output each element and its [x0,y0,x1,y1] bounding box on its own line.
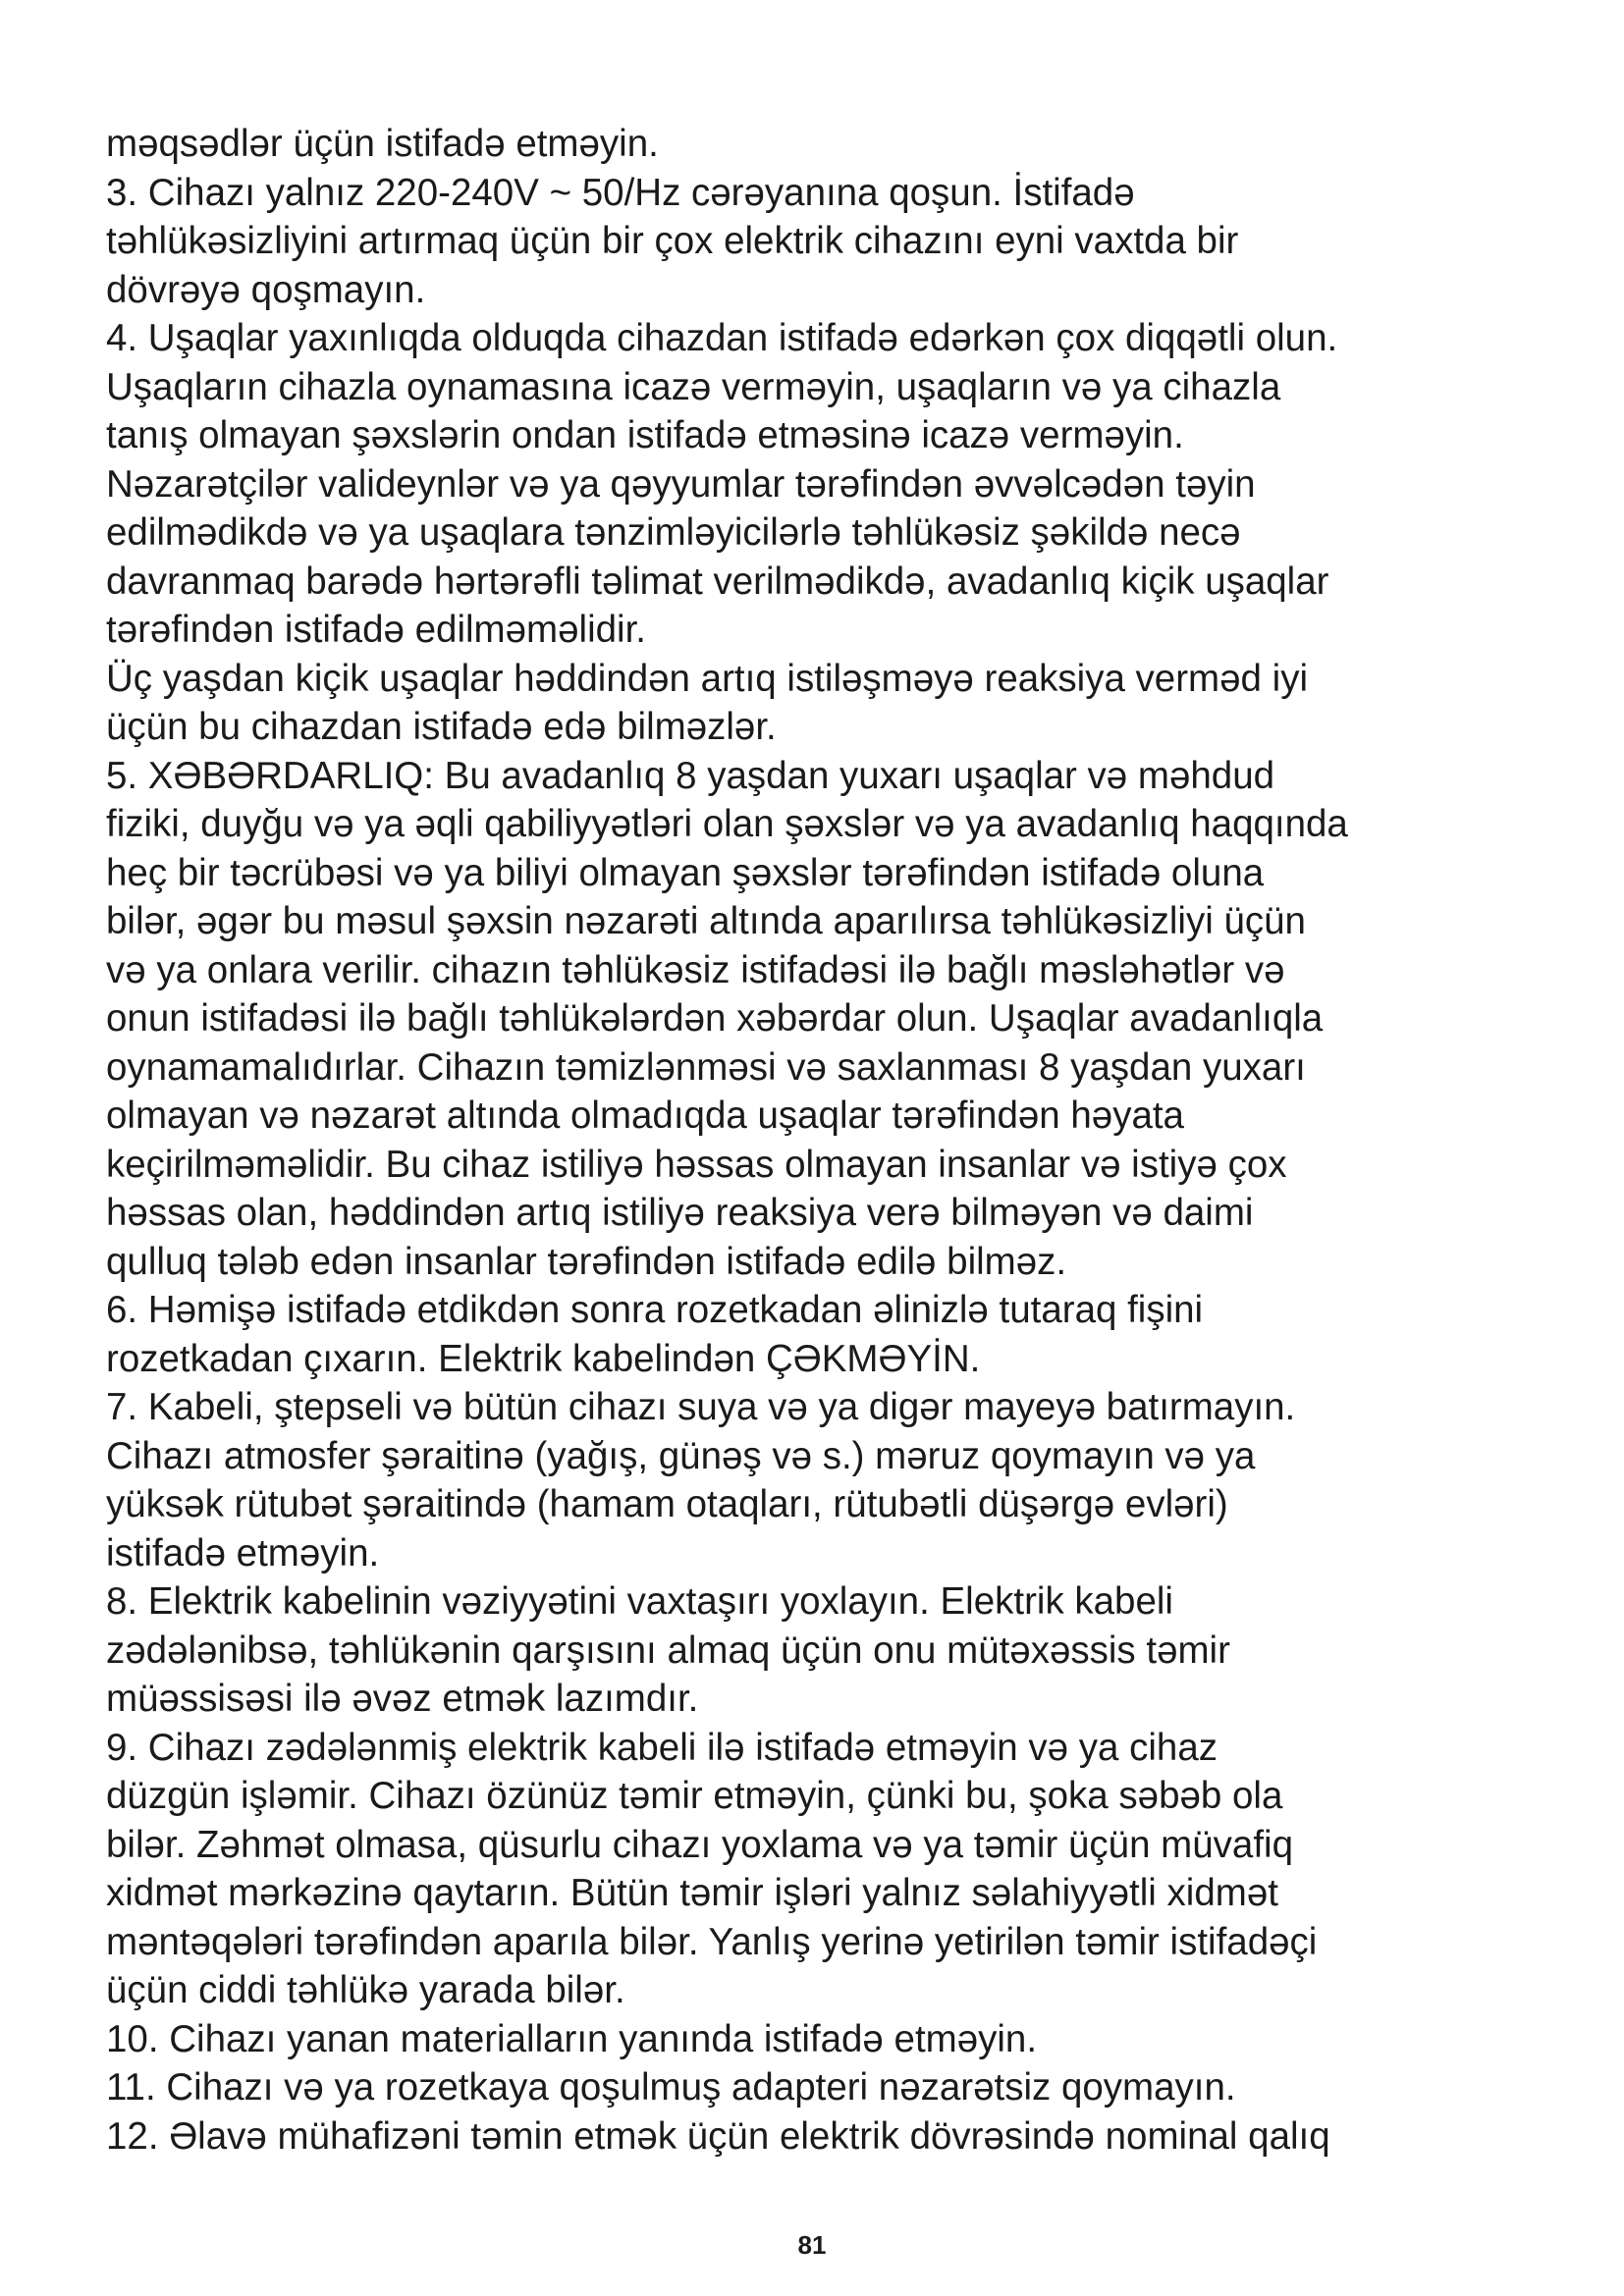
text-line: 7. Kabeli, ştepseli və bütün cihazı suya və ya digər mayeyə batırmayın. [106,1386,1296,1428]
text-line: Nəzarətçilər valideynlər və ya qəyyumlar tərəfindən əvvəlcədən təyin [106,462,1256,506]
text-line: keçirilməməlidir. Bu cihaz istiliyə həssas olmayan insanlar və istiyə çox [106,1143,1287,1186]
text-line: üçün bu cihazdan istifadə edə bilməzlər. [106,706,777,748]
text-line: tanış olmayan şəxslərin ondan istifadə etməsinə icazə verməyin. [106,414,1184,456]
text-line: heç bir təcrübəsi və ya biliyi olmayan şəxslər tərəfindən istifadə oluna [106,851,1265,894]
text-line: bilər, əgər bu məsul şəxsin nəzarəti altında aparılırsa təhlükəsizliyi üçün [106,900,1306,942]
text-line: tərəfindən istifadə edilməməlidir. [106,609,646,651]
text-line: olmayan və nəzarət altında olmadıqda uşaqlar tərəfindən həyata [106,1095,1184,1137]
text-line: oynamamalıdırlar. Cihazın təmizlənməsi və saxlanması 8 yaşdan yuxarı [106,1045,1306,1089]
text-line: Üç yaşdan kiçik uşaqlar həddindən artıq istiləşməyə reaksiya verməd iyi [106,657,1308,700]
text-line: 9. Cihazı zədələnmiş elektrik kabeli ilə istifadə etməyin və ya cihaz [106,1726,1218,1769]
text-line: 4. Uşaqlar yaxınlıqda olduqda cihazdan istifadə edərkən çox diqqətli olun. [106,317,1338,359]
text-line: zədələnibsə, təhlükənin qarşısını almaq üçün onu mütəxəssis təmir [106,1629,1230,1672]
text-line: və ya onlara verilir. cihazın təhlükəsiz istifadəsi ilə bağlı məsləhətlər və [106,948,1285,991]
text-line: məqsədlər üçün istifadə etməyin. [106,123,659,165]
text-line: yüksək rütubət şəraitində (hamam otaqları, rütubətli düşərgə evləri) [106,1483,1228,1525]
page-number: 81 [797,2230,827,2260]
text-line: 11. Cihazı və ya rozetkaya qoşulmuş adapteri nəzarətsiz qoymayın. [106,2066,1236,2109]
text-line: 12. Əlavə mühafizəni təmin etmək üçün elektrik dövrəsində nominal qalıq [106,2114,1330,2158]
text-line: düzgün işləmir. Cihazı özünüz təmir etməyin, çünki bu, şoka səbəb ola [106,1775,1283,1817]
text-line: məntəqələri tərəfindən aparıla bilər. Yanlış yerinə yetirilən təmir istifadəçi [106,1920,1318,1963]
text-line: təhlükəsizliyini artırmaq üçün bir çox elektrik cihazını eyni vaxtda bir [106,220,1239,262]
text-line: dövrəyə qoşmayın. [106,268,426,311]
text-line: 10. Cihazı yanan materialların yanında istifadə etməyin. [106,2017,1038,2060]
text-line: rozetkadan çıxarın. Elektrik kabelindən ÇƏKMƏYİN. [106,1337,981,1380]
text-line: onun istifadəsi ilə bağlı təhlükələrdən xəbərdar olun. Uşaqlar avadanlıqla [106,997,1324,1040]
text-line: üçün ciddi təhlükə yarada bilər. [106,1969,625,2011]
text-line: müəssisəsi ilə əvəz etmək lazımdır. [106,1678,699,1720]
text-line: həssas olan, həddindən artıq istiliyə reaksiya verə bilməyən və daimi [106,1192,1254,1234]
text-line: Cihazı atmosfer şəraitinə (yağış, günəş və s.) məruz qoymayın və ya [106,1434,1256,1477]
text-line: fiziki, duyğu və ya əqli qabiliyyətləri olan şəxslər və ya avadanlıq haqqında [106,803,1348,845]
text-line: 8. Elektrik kabelinin vəziyyətini vaxtaşırı yoxlayın. Elektrik kabeli [106,1580,1173,1623]
text-line: edilmədikdə və ya uşaqlara tənzimləyicilərlə təhlükəsiz şəkildə necə [106,511,1241,554]
document-body [106,120,1549,2161]
text-line: xidmət mərkəzinə qaytarın. Bütün təmir işləri yalnız səlahiyyətli xidmət [106,1872,1278,1914]
text-line: Uşaqların cihazla oynamasına icazə verməyin, uşaqların və ya cihazla [106,365,1281,408]
text-line: qulluq tələb edən insanlar tərəfindən istifadə edilə bilməz. [106,1240,1067,1283]
text-line: 5. XƏBƏRDARLIQ: Bu avadanlıq 8 yaşdan yuxarı uşaqlar və məhdud [106,754,1275,797]
text-line: 6. Həmişə istifadə etdikdən sonra rozetkadan əlinizlə tutaraq fişini [106,1289,1204,1331]
text-line: bilər. Zəhmət olmasa, qüsurlu cihazı yoxlama və ya təmir üçün müvafiq [106,1823,1293,1866]
text-line: istifadə etməyin. [106,1531,380,1575]
text-line: 3. Cihazı yalnız 220-240V ~ 50/Hz cərəyanına qoşun. İstifadə [106,171,1135,214]
text-line: davranmaq barədə hərtərəfli təlimat verilmədikdə, avadanlıq kiçik uşaqlar [106,560,1329,603]
